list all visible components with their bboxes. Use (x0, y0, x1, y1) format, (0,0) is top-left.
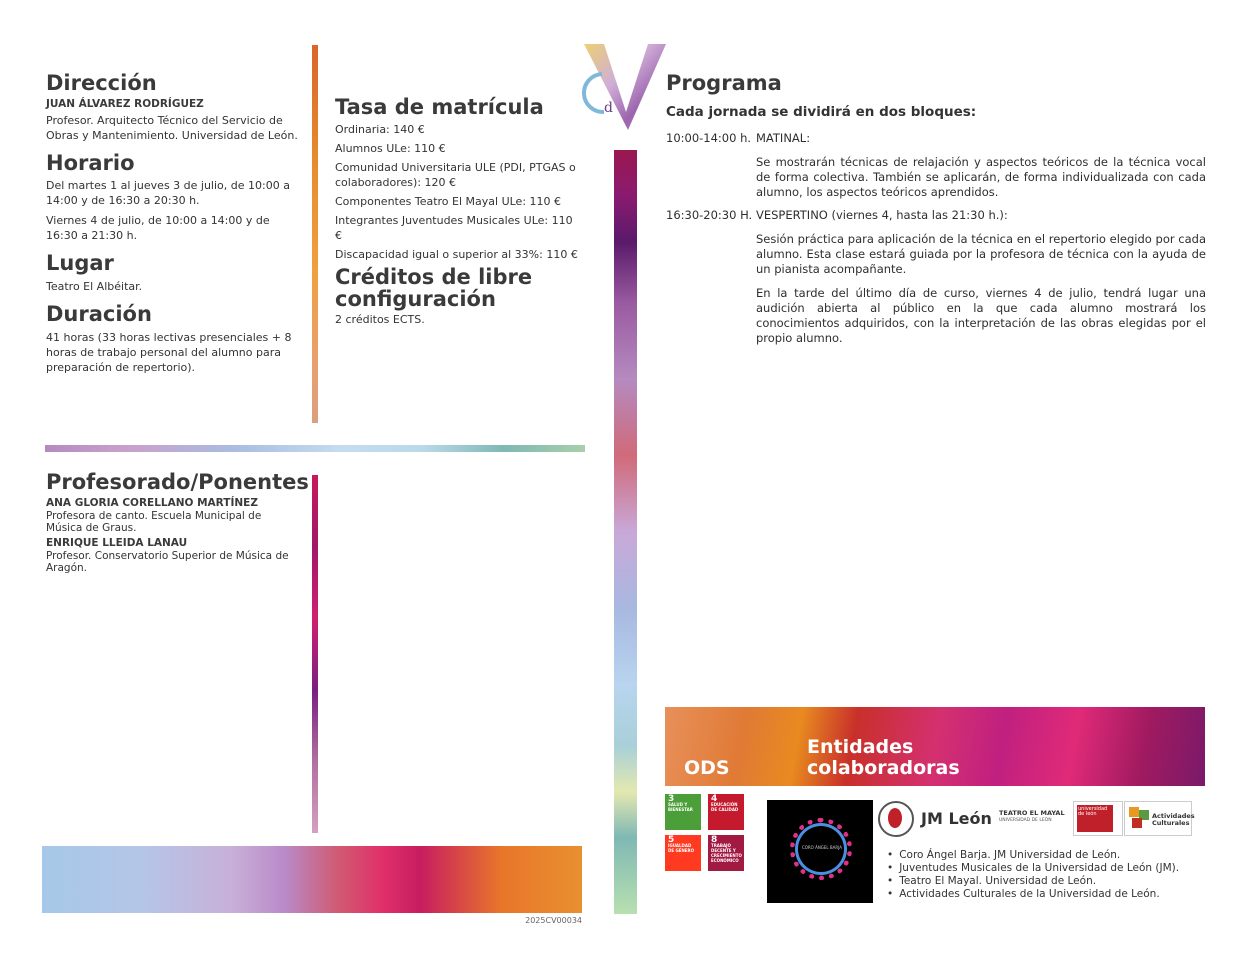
ule-logo (1073, 801, 1123, 836)
fee-item: Componentes Teatro El Mayal ULe: 110 € (335, 195, 562, 209)
duracion-text: 41 horas (33 horas lectivas presenciales + 8 horas de trabajo personal del alumno para preparación de repertorio). (46, 331, 292, 375)
speaker-name: ANA GLORIA CORELLANO MARTÍNEZ (46, 497, 258, 510)
horizontal-decorative-stripe (45, 445, 585, 452)
ods-number: 5 (668, 835, 675, 845)
list-item: • Teatro El Mayal. Universidad de León. (887, 875, 1207, 888)
jm-leon-logo (878, 801, 990, 837)
collaborators-list (887, 849, 1207, 901)
block-description: Se mostrarán técnicas de relajación y aspectos teóricos de la técnica vocal de forma colectiva. También se aplicarán, de forma individualizada con cada alumno, los aspectos teóricos aprendidos. (756, 155, 1206, 200)
ods-number: 4 (711, 794, 718, 804)
decorative-stripe-1 (312, 45, 318, 423)
jm-mark-icon (888, 808, 902, 828)
block-time: 10:00-14:00 h. (666, 131, 752, 146)
creditos-text: 2 créditos ECTS. (335, 313, 425, 327)
block-title-extra: (viernes 4, hasta las 21:30 h.): (827, 208, 1008, 223)
profesorado-section (46, 470, 309, 575)
block-description: Sesión práctica para aplicación de la técnica en el repertorio elegido por cada alumno. Esta clase estará guiada por la profesora de técnica con la ayuda de un pianista acompañante. (756, 232, 1206, 277)
horario-heading: Horario (46, 151, 135, 176)
ods-label: IGUALDAD DE GÉNERO (668, 843, 695, 853)
block-vespertino (666, 208, 1206, 223)
decorative-stripe-2 (312, 475, 318, 833)
programa-subheading: Cada jornada se dividirá en dos bloques: (666, 104, 977, 121)
fee-item: Integrantes Juventudes Musicales ULe: 110 € (335, 214, 573, 243)
puzzle-icon (1129, 807, 1149, 831)
list-item: • Juventudes Musicales de la Universidad de León (JM). (887, 862, 1207, 875)
bottom-decorative-band (42, 846, 582, 913)
lugar-text: Teatro El Albéitar. (46, 280, 143, 294)
collaborators-banner (665, 707, 1205, 786)
speaker-name: ENRIQUE LLEIDA LANAU (46, 537, 188, 550)
fee-item: Discapacidad igual o superior al 33%: 110 € (335, 248, 578, 262)
fee-item: Alumnos ULe: 110 € (335, 142, 446, 156)
horario-line-2: Viernes 4 de julio, de 10:00 a 14:00 y de 16:30 a 21:30 h. (46, 214, 270, 243)
ods-number: 3 (668, 794, 675, 804)
duracion-heading: Duración (46, 302, 152, 327)
speaker-description: Profesor. Conservatorio Superior de Música de Aragón. (46, 550, 289, 575)
profesorado-heading: Profesorado/Ponentes (46, 470, 309, 494)
director-name: JUAN ÁLVAREZ RODRÍGUEZ (46, 98, 204, 111)
ods-label: ODS (684, 757, 730, 779)
mayal-title: TEATRO EL MAYAL (999, 809, 1065, 817)
svg-text:d: d (604, 100, 613, 116)
lugar-heading: Lugar (46, 251, 114, 276)
programa-section (666, 72, 1206, 346)
ule-text: universidad de león (1078, 806, 1108, 817)
fee-item: Ordinaria: 140 € (335, 123, 425, 137)
ods-label: TRABAJO DECENTE Y CRECIMIENTO ECONÓMICO (711, 843, 742, 863)
speaker-description: Profesora de canto. Escuela Municipal de Música de Graus. (46, 510, 262, 535)
direccion-heading: Dirección (46, 71, 157, 95)
tasa-column (335, 96, 580, 327)
horario-line-1: Del martes 1 al jueves 3 de julio, de 10:00 a 14:00 y de 16:30 a 20:30 h. (46, 179, 290, 208)
coro-angel-barja-logo (767, 800, 873, 903)
block-title: VESPERTINO (756, 208, 828, 223)
block-matinal (666, 131, 1206, 146)
ods-goal-5-icon (665, 835, 701, 871)
coro-name: CORO ÁNGEL BARJA (801, 845, 843, 850)
programa-heading: Programa (666, 71, 782, 95)
ods-goal-3-icon (665, 794, 701, 830)
list-item: • Actividades Culturales de la Universidad de León. (887, 888, 1207, 901)
ods-label: EDUCACIÓN DE CALIDAD (711, 802, 739, 812)
left-info-column (46, 72, 298, 375)
creditos-heading: Créditos de libre configuración (335, 265, 533, 312)
ods-number: 8 (711, 835, 718, 845)
logo-cdv (582, 42, 668, 132)
actividades-culturales-logo (1124, 801, 1195, 836)
list-item: • Coro Ángel Barja. JM Universidad de León. (887, 849, 1207, 862)
center-vertical-ribbon (614, 150, 637, 914)
fee-item: Comunidad Universitaria ULE (PDI, PTGAS o colaboradores): 120 € (335, 161, 576, 190)
block-title: MATINAL: (756, 131, 811, 146)
block-time: 16:30-20:30 H. (666, 208, 753, 223)
entidades-label: Entidades colaboradoras (807, 736, 960, 779)
director-description: Profesor. Arquitecto Técnico del Servicio de Obras y Mantenimiento. Universidad de León. (46, 114, 298, 143)
ods-goal-8-icon (708, 835, 744, 871)
mayal-subtitle: UNIVERSIDAD DE LEÓN (999, 818, 1052, 823)
ods-goal-4-icon (708, 794, 744, 830)
ods-label: SALUD Y BIENESTAR (668, 802, 693, 812)
block-description: En la tarde del último día de curso, viernes 4 de julio, tendrá lugar una audición abierta al público en la que cada alumno mostrará los conocimientos adquiridos, con la interpretación de las obras elegidas por el propio alumno. (756, 286, 1206, 346)
actividades-text: Actividades Culturales (1152, 812, 1195, 827)
tasa-heading: Tasa de matrícula (335, 95, 544, 119)
teatro-mayal-logo (999, 809, 1071, 823)
document-code: 2025CV00034 (525, 916, 582, 925)
jm-leon-text: JM León (921, 809, 992, 828)
